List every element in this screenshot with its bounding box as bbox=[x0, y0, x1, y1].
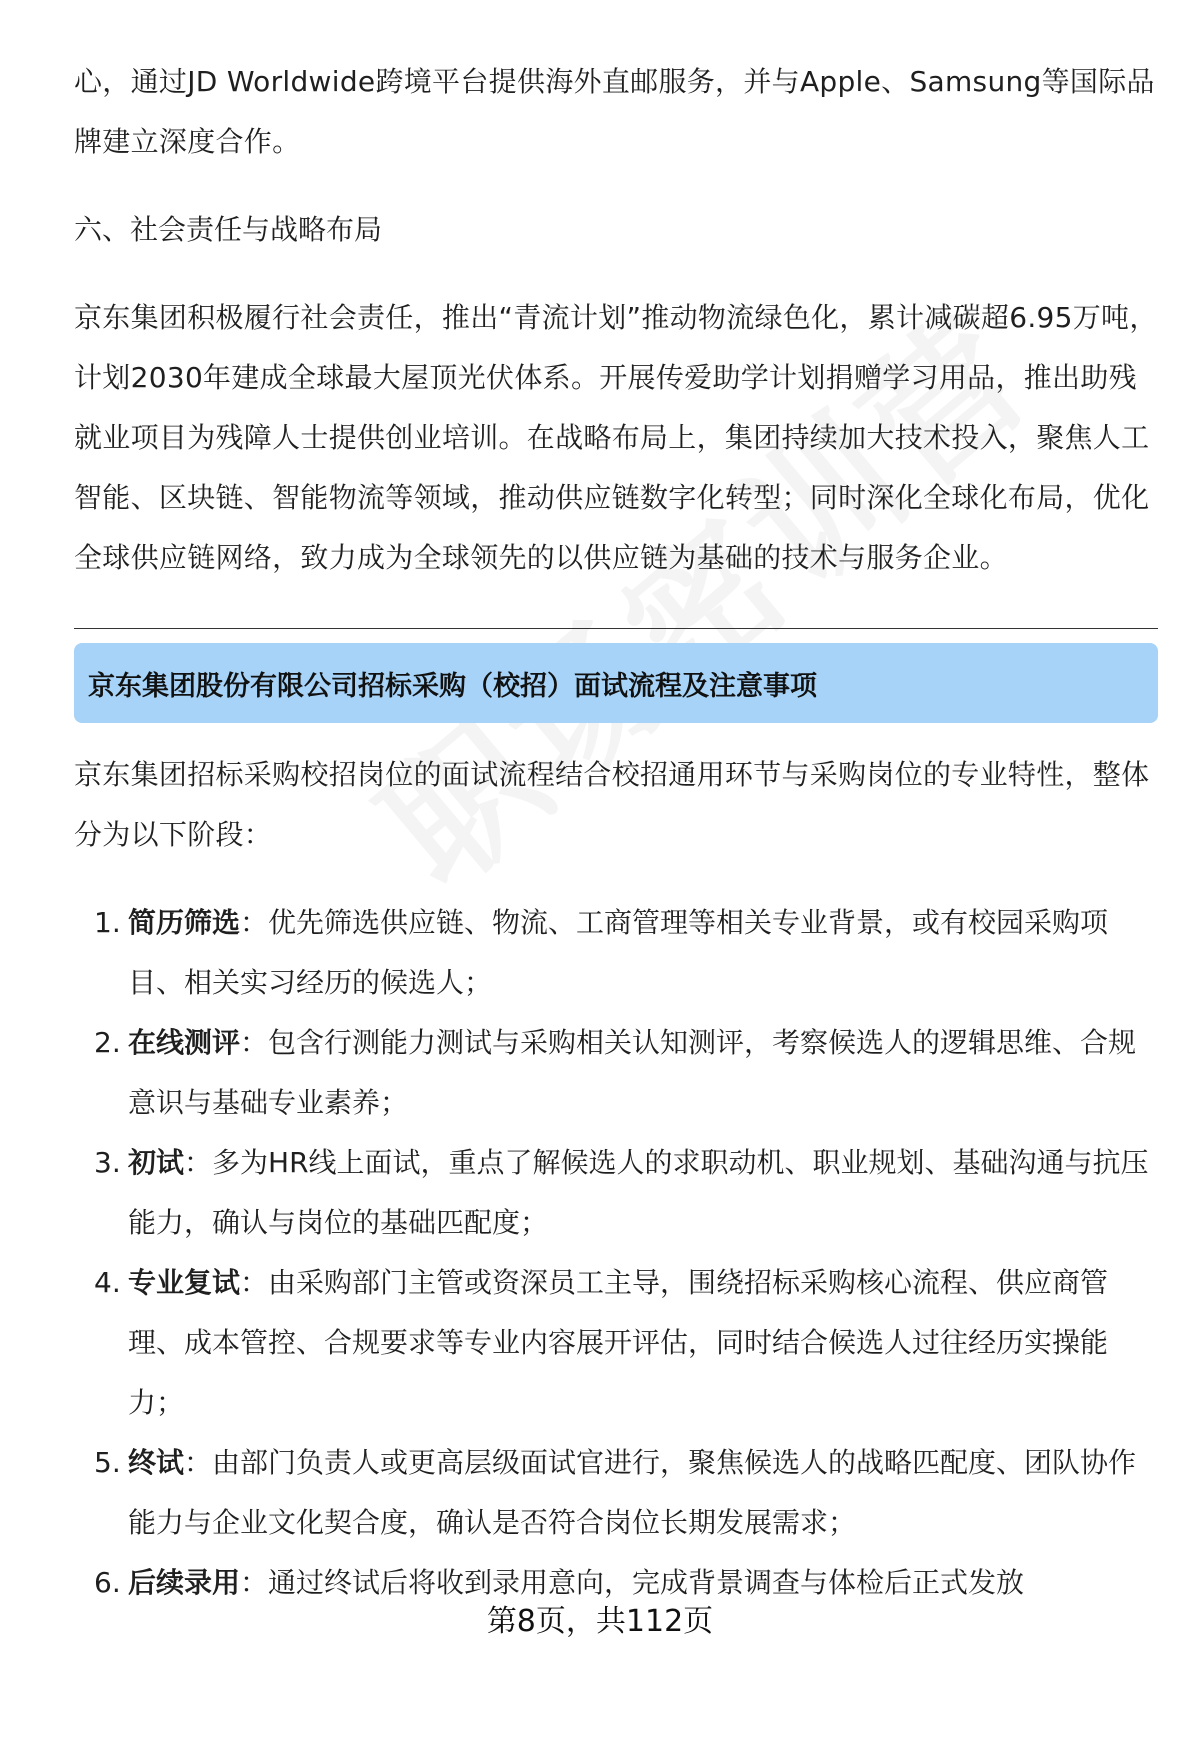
list-item-title: 专业复试 bbox=[128, 1266, 241, 1299]
list-item-text: ：通过终试后将收到录用意向，完成背景调查与体检后正式发放 bbox=[240, 1566, 1025, 1599]
section-banner bbox=[74, 643, 1158, 723]
list-item-title: 在线测评 bbox=[128, 1026, 241, 1059]
list-item-number: 2. bbox=[94, 1026, 121, 1059]
list-item-text: ：包含行测能力测试与采购相关认知测评，考察候选人的逻辑思维、合规意识与基础专业素养； bbox=[128, 1026, 1137, 1119]
list-item bbox=[74, 1013, 1158, 1133]
list-item-text: ：优先筛选供应链、物流、工商管理等相关专业背景，或有校园采购项目、相关实习经历的候选人； bbox=[128, 906, 1109, 999]
list-item-number: 5. bbox=[94, 1446, 121, 1479]
document-page bbox=[74, 52, 1158, 1613]
list-item bbox=[74, 1133, 1158, 1253]
section-divider bbox=[74, 628, 1158, 629]
page-number: 第8页，共112页 bbox=[486, 1604, 714, 1639]
list-item-number: 6. bbox=[94, 1566, 121, 1599]
list-item-text: ：由采购部门主管或资深员工主导，围绕招标采购核心流程、供应商管理、成本管控、合规要求等专业内容展开评估，同时结合候选人过往经历实操能力； bbox=[128, 1266, 1109, 1419]
list-item-number: 1. bbox=[94, 906, 121, 939]
paragraph-social-responsibility: 京东集团积极履行社会责任，推出“青流计划”推动物流绿色化，累计减碳超6.95万吨，计划2030年建成全球最大屋顶光伏体系。开展传爱助学计划捐赠学习用品，推出助残就业项目为残障人士提供创业培训。在战略布局上，集团持续加大技术投入，聚焦人工智能、区块链、智能物流等领域，推动供应链数字化转型；同时深化全球化布局，优化全球供应链网络，致力成为全球领先的以供应链为基础的技术与服务企业。 bbox=[74, 301, 1158, 574]
list-item-title: 后续录用 bbox=[128, 1566, 241, 1599]
list-item-title: 初试 bbox=[128, 1146, 185, 1179]
list-item bbox=[74, 893, 1158, 1013]
list-item-number: 4. bbox=[94, 1266, 121, 1299]
banner-title: 京东集团股份有限公司招标采购（校招）面试流程及注意事项 bbox=[88, 670, 817, 702]
paragraph-intro-tail: 心，通过JD Worldwide跨境平台提供海外直邮服务，并与Apple、Samsung等国际品牌建立深度合作。 bbox=[74, 65, 1155, 158]
list-item-number: 3. bbox=[94, 1146, 121, 1179]
section-heading-social-responsibility: 六、社会责任与战略布局 bbox=[74, 213, 383, 246]
list-item-title: 简历筛选 bbox=[128, 906, 241, 939]
list-item bbox=[74, 1433, 1158, 1553]
list-item-text: ：多为HR线上面试，重点了解候选人的求职动机、职业规划、基础沟通与抗压能力，确认与岗位的基础匹配度； bbox=[128, 1146, 1149, 1239]
list-item bbox=[74, 1253, 1158, 1433]
paragraph-process-intro: 京东集团招标采购校招岗位的面试流程结合校招通用环节与采购岗位的专业特性，整体分为以下阶段： bbox=[74, 758, 1150, 851]
list-item-title: 终试 bbox=[128, 1446, 185, 1479]
list-item-text: ：由部门负责人或更高层级面试官进行，聚焦候选人的战略匹配度、团队协作能力与企业文化契合度，确认是否符合岗位长期发展需求； bbox=[128, 1446, 1137, 1539]
interview-stage-list bbox=[74, 893, 1158, 1613]
